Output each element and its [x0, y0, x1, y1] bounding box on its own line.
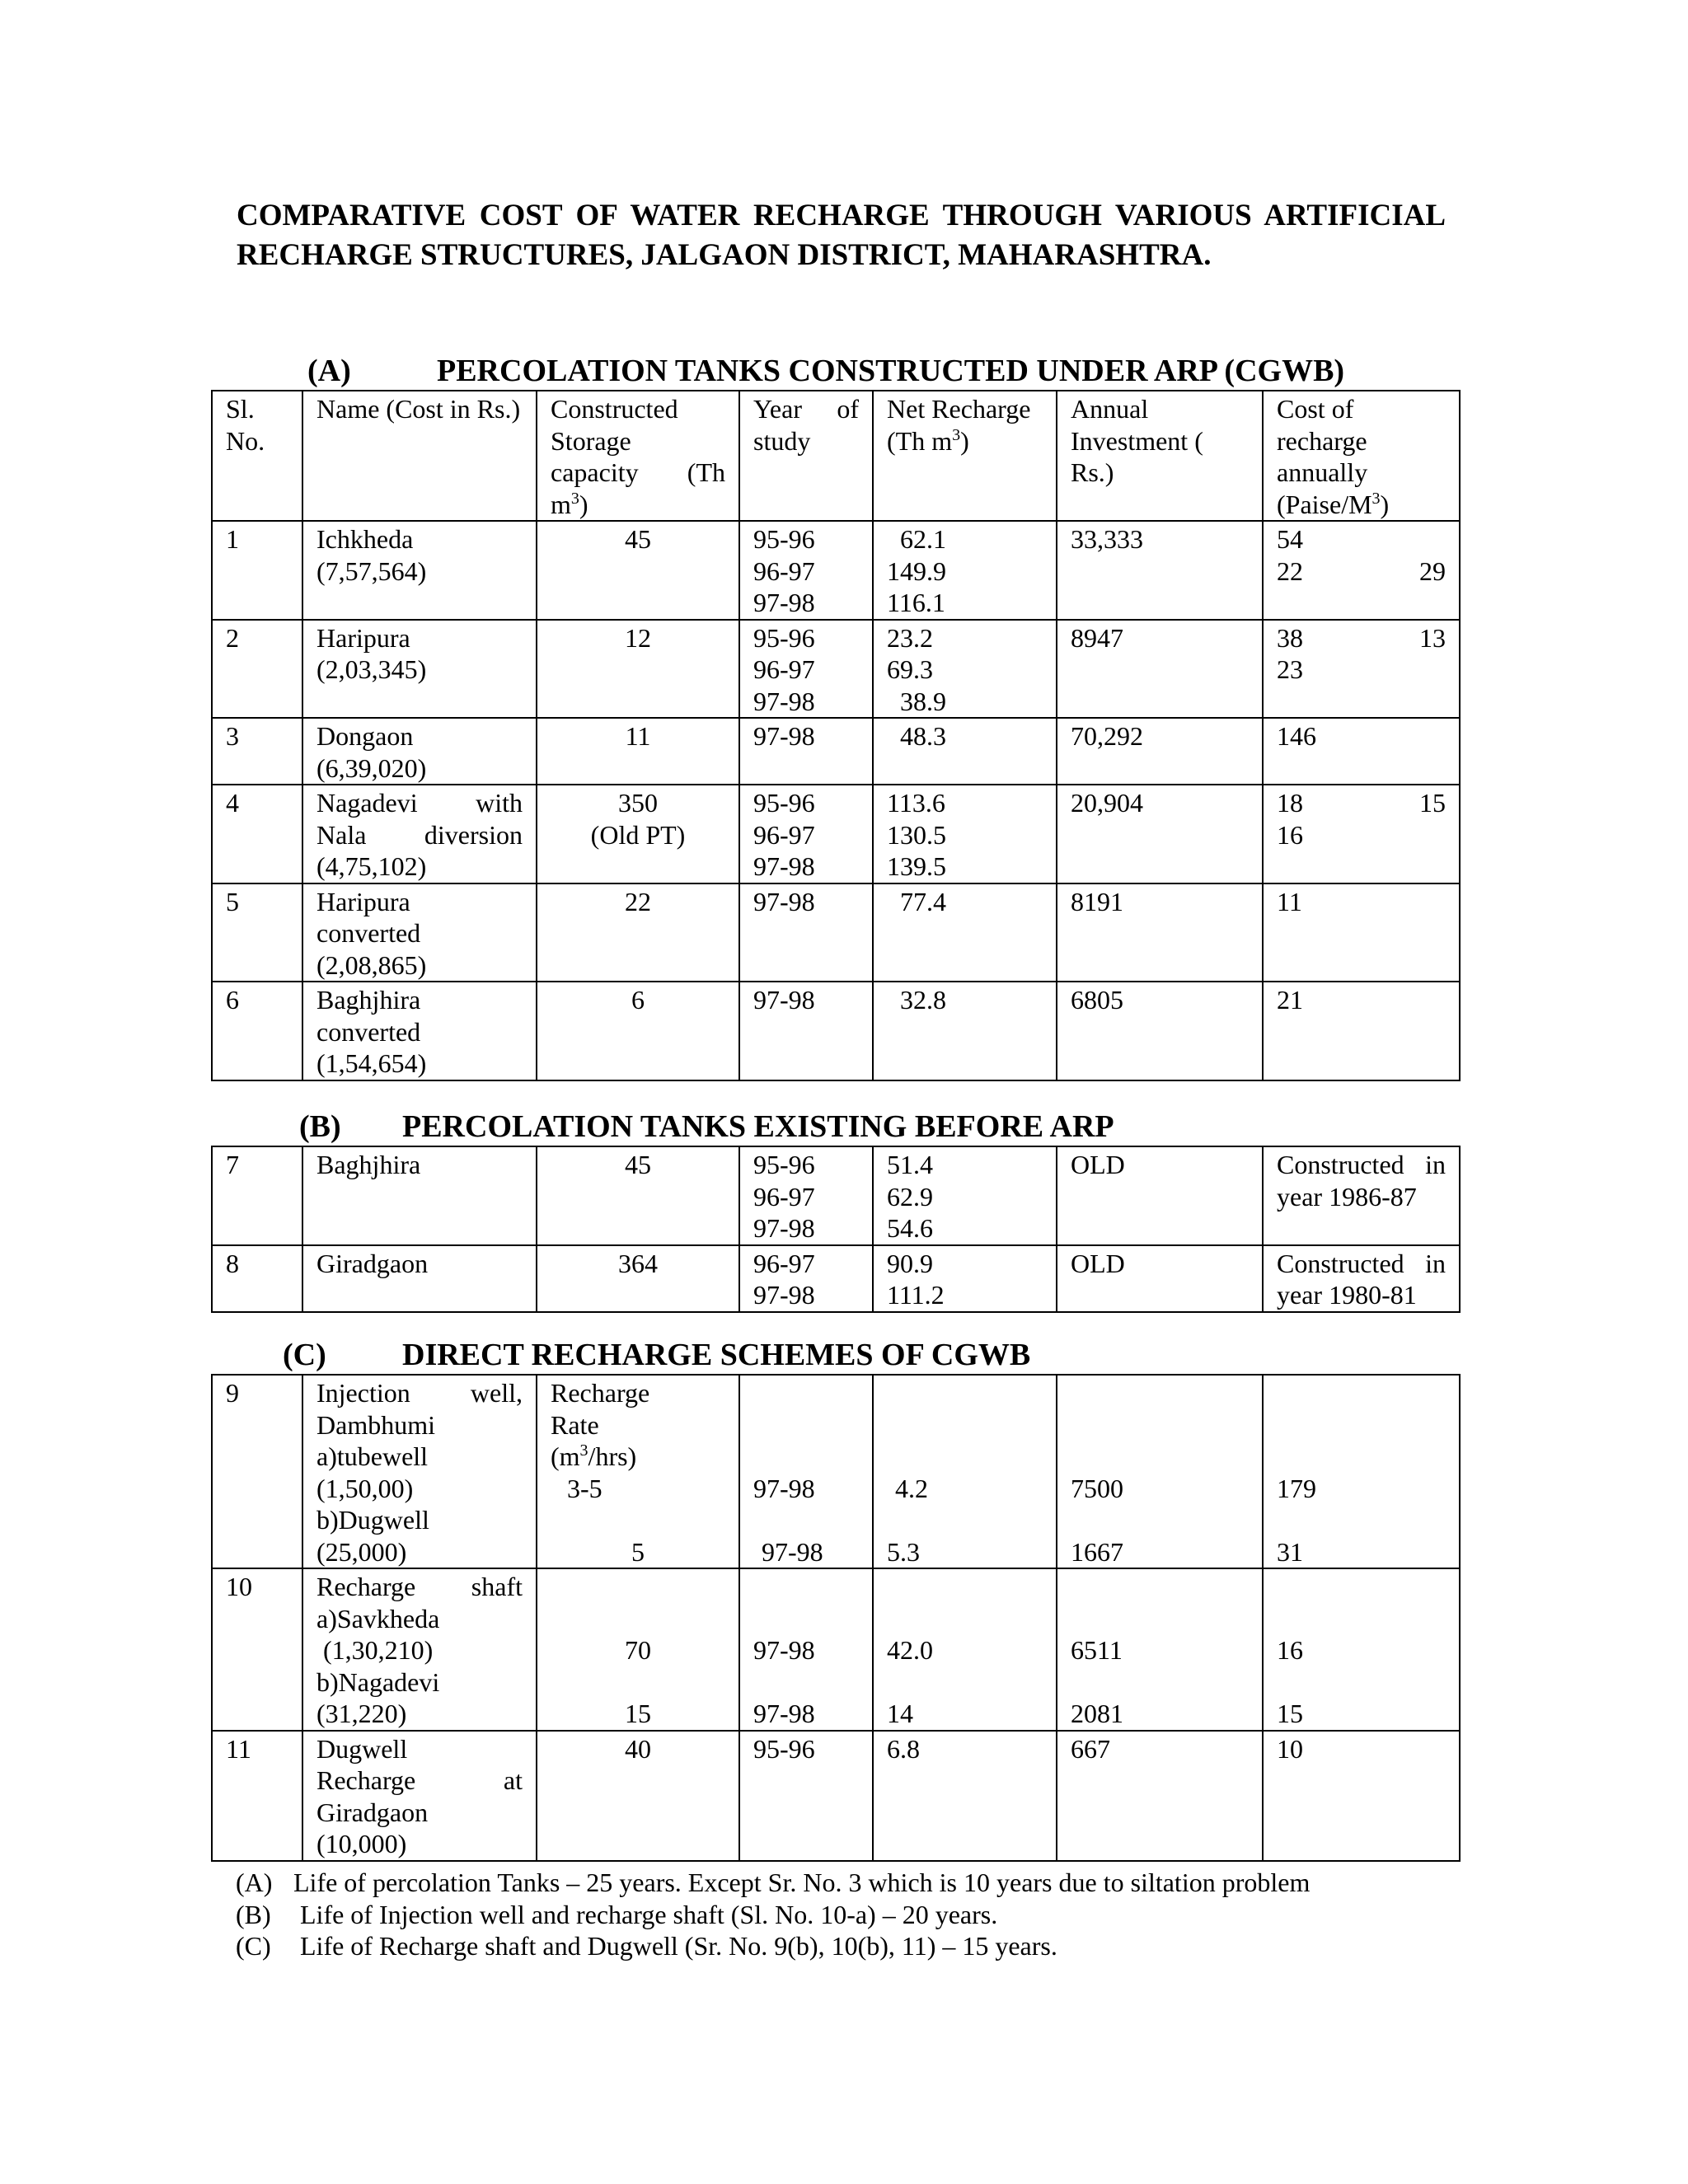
cell-recharge: 32.8 — [873, 982, 1057, 1080]
cell-years: 96-97 97-98 — [739, 1245, 873, 1312]
cell-capacity: 364 — [537, 1245, 739, 1312]
cell-sl: 6 — [212, 982, 302, 1080]
cell-investment: 70,292 — [1057, 718, 1263, 785]
cell-investment: 33,333 — [1057, 521, 1263, 620]
cell-years: 95-96 96-97 97-98 — [739, 1146, 873, 1245]
header-net-recharge: Net Recharge (Th $m^3$) — [873, 391, 1057, 521]
cell-years: 97-98 97-98 — [739, 1568, 873, 1731]
table-section-b — [211, 1146, 1461, 1313]
table-row — [212, 1568, 1460, 1731]
cell-recharge: 6.8 — [873, 1731, 1057, 1861]
cell-years: 95-96 96-97 97-98 — [739, 620, 873, 719]
section-c-heading — [283, 1337, 1030, 1373]
cell-name: Injection well, Dambhumi a)tubewell (1,50,00) b)Dugwell (25,000) — [302, 1375, 537, 1568]
footnote: (C) Life of Recharge shaft and Dugwell (Sr. No. 9(b), 10(b), 11) – 15 years. — [236, 1931, 1057, 1961]
section-b-letter: (B) — [299, 1109, 341, 1144]
table-row — [212, 1731, 1460, 1861]
cell-cost: 10 — [1263, 1731, 1460, 1861]
cell-investment: 20,904 — [1057, 785, 1263, 883]
cell-years: 95-96 — [739, 1731, 873, 1861]
cell-recharge: 23.2 69.3 38.9 — [873, 620, 1057, 719]
footnotes — [236, 1867, 1310, 1962]
cell-recharge: 42.0 14 — [873, 1568, 1057, 1731]
cell-name: Giradgaon — [302, 1245, 537, 1312]
cell-name: Haripura converted (2,08,865) — [302, 883, 537, 982]
cell-recharge-rate: Recharge Rate $(m^3/hrs)$ 3-5 5 — [537, 1375, 739, 1568]
cell-sl: 4 — [212, 785, 302, 883]
cell-investment: OLD — [1057, 1146, 1263, 1245]
cell-sl: 1 — [212, 521, 302, 620]
cell-sl: 3 — [212, 718, 302, 785]
cell-recharge: 62.1 149.9 116.1 — [873, 521, 1057, 620]
header-investment: Annual Investment ( Rs.) — [1057, 391, 1263, 521]
cell-sl: 10 — [212, 1568, 302, 1731]
cell-years: 97-98 97-98 — [739, 1375, 873, 1568]
cell-investment: 7500 1667 — [1057, 1375, 1263, 1568]
table-row — [212, 718, 1460, 785]
cell-investment: 8191 — [1057, 883, 1263, 982]
table-header-row — [212, 391, 1460, 521]
cell-cost: 16 15 — [1263, 1568, 1460, 1731]
cell-capacity: 350 (Old PT) — [537, 785, 739, 883]
cell-recharge: 113.6 130.5 139.5 — [873, 785, 1057, 883]
cell-years: 95-96 96-97 97-98 — [739, 521, 873, 620]
section-b-title: PERCOLATION TANKS EXISTING BEFORE ARP — [402, 1109, 1114, 1144]
cell-sl: 9 — [212, 1375, 302, 1568]
cell-sl: 8 — [212, 1245, 302, 1312]
cell-years: 95-96 96-97 97-98 — [739, 785, 873, 883]
cell-capacity: 22 — [537, 883, 739, 982]
table-row — [212, 620, 1460, 719]
cell-cost: 146 — [1263, 718, 1460, 785]
table-section-c — [211, 1374, 1461, 1862]
cell-recharge-rate: 70 15 — [537, 1568, 739, 1731]
header-year: Year of study — [739, 391, 873, 521]
cell-name: Recharge shaft a)Savkheda (1,30,210) b)Nagadevi (31,220) — [302, 1568, 537, 1731]
cell-recharge: 77.4 — [873, 883, 1057, 982]
table-row — [212, 982, 1460, 1080]
cell-name: Baghjhira converted (1,54,654) — [302, 982, 537, 1080]
cell-investment: OLD — [1057, 1245, 1263, 1312]
cell-investment: 667 — [1057, 1731, 1263, 1861]
cell-recharge: 51.4 62.9 54.6 — [873, 1146, 1057, 1245]
cell-years: 97-98 — [739, 982, 873, 1080]
cell-capacity: 6 — [537, 982, 739, 1080]
cell-recharge: 48.3 — [873, 718, 1057, 785]
table-row — [212, 1375, 1460, 1568]
section-c-letter: (C) — [283, 1338, 326, 1372]
cell-investment: 6805 — [1057, 982, 1263, 1080]
cell-name: Baghjhira — [302, 1146, 537, 1245]
section-c-title: DIRECT RECHARGE SCHEMES OF CGWB — [402, 1338, 1031, 1372]
table-row — [212, 883, 1460, 982]
cell-cost: 38 13 23 — [1263, 620, 1460, 719]
cell-note: Constructed in year 1980-81 — [1263, 1245, 1460, 1312]
cell-years: 97-98 — [739, 883, 873, 982]
cell-recharge: 90.9 111.2 — [873, 1245, 1057, 1312]
cell-cost: 21 — [1263, 982, 1460, 1080]
header-capacity: Constructed Storage capacity (Th $m^3$) — [537, 391, 739, 521]
cell-cost: 54 22 29 — [1263, 521, 1460, 620]
cell-investment: 8947 — [1057, 620, 1263, 719]
section-b-heading — [299, 1108, 1114, 1145]
cell-sl: 7 — [212, 1146, 302, 1245]
page-title: COMPARATIVE COST OF WATER RECHARGE THROUGH VARIOUS ARTIFICIAL RECHARGE STRUCTURES, JALGAON DISTRICT, MAHARASHTRA. — [237, 199, 1446, 272]
cell-name: Haripura (2,03,345) — [302, 620, 537, 719]
section-a-heading — [307, 353, 1344, 389]
cell-cost: 179 31 — [1263, 1375, 1460, 1568]
cell-recharge-rate: 40 — [537, 1731, 739, 1861]
cell-capacity: 45 — [537, 1146, 739, 1245]
cell-name: Dugwell Recharge at Giradgaon (10,000) — [302, 1731, 537, 1861]
cell-recharge: 4.2 5.3 — [873, 1375, 1057, 1568]
cell-name: Dongaon (6,39,020) — [302, 718, 537, 785]
header-name: Name (Cost in Rs.) — [302, 391, 537, 521]
cell-name: Nagadevi with Nala diversion (4,75,102) — [302, 785, 537, 883]
cell-investment: 6511 2081 — [1057, 1568, 1263, 1731]
header-cost-line1: Cost of — [1277, 394, 1354, 424]
cell-sl: 2 — [212, 620, 302, 719]
cell-note: Constructed in year 1986-87 — [1263, 1146, 1460, 1245]
cell-years: 97-98 — [739, 718, 873, 785]
section-a-letter: (A) — [307, 354, 351, 388]
cell-sl: 11 — [212, 1731, 302, 1861]
footnote: (B) Life of Injection well and recharge shaft (Sl. No. 10-a) – 20 years. — [236, 1899, 998, 1929]
cell-capacity: 45 — [537, 521, 739, 620]
table-row — [212, 521, 1460, 620]
cell-capacity: 12 — [537, 620, 739, 719]
table-row — [212, 785, 1460, 883]
cell-cost: 11 — [1263, 883, 1460, 982]
cell-capacity: 11 — [537, 718, 739, 785]
table-section-a — [211, 390, 1461, 1081]
section-a-title: PERCOLATION TANKS CONSTRUCTED UNDER ARP (CGWB) — [437, 354, 1345, 388]
table-row — [212, 1146, 1460, 1245]
header-sl-no: Sl. No. — [212, 391, 302, 521]
cell-sl: 5 — [212, 883, 302, 982]
footnote: (A) Life of percolation Tanks – 25 years. Except Sr. No. 3 which is 10 years due to siltation problem — [236, 1868, 1311, 1897]
cell-cost: 18 15 16 — [1263, 785, 1460, 883]
table-row — [212, 1245, 1460, 1312]
cell-name: Ichkheda (7,57,564) — [302, 521, 537, 620]
header-cost: Cost of recharge annually $(Paise/M^3)$ — [1263, 391, 1460, 521]
